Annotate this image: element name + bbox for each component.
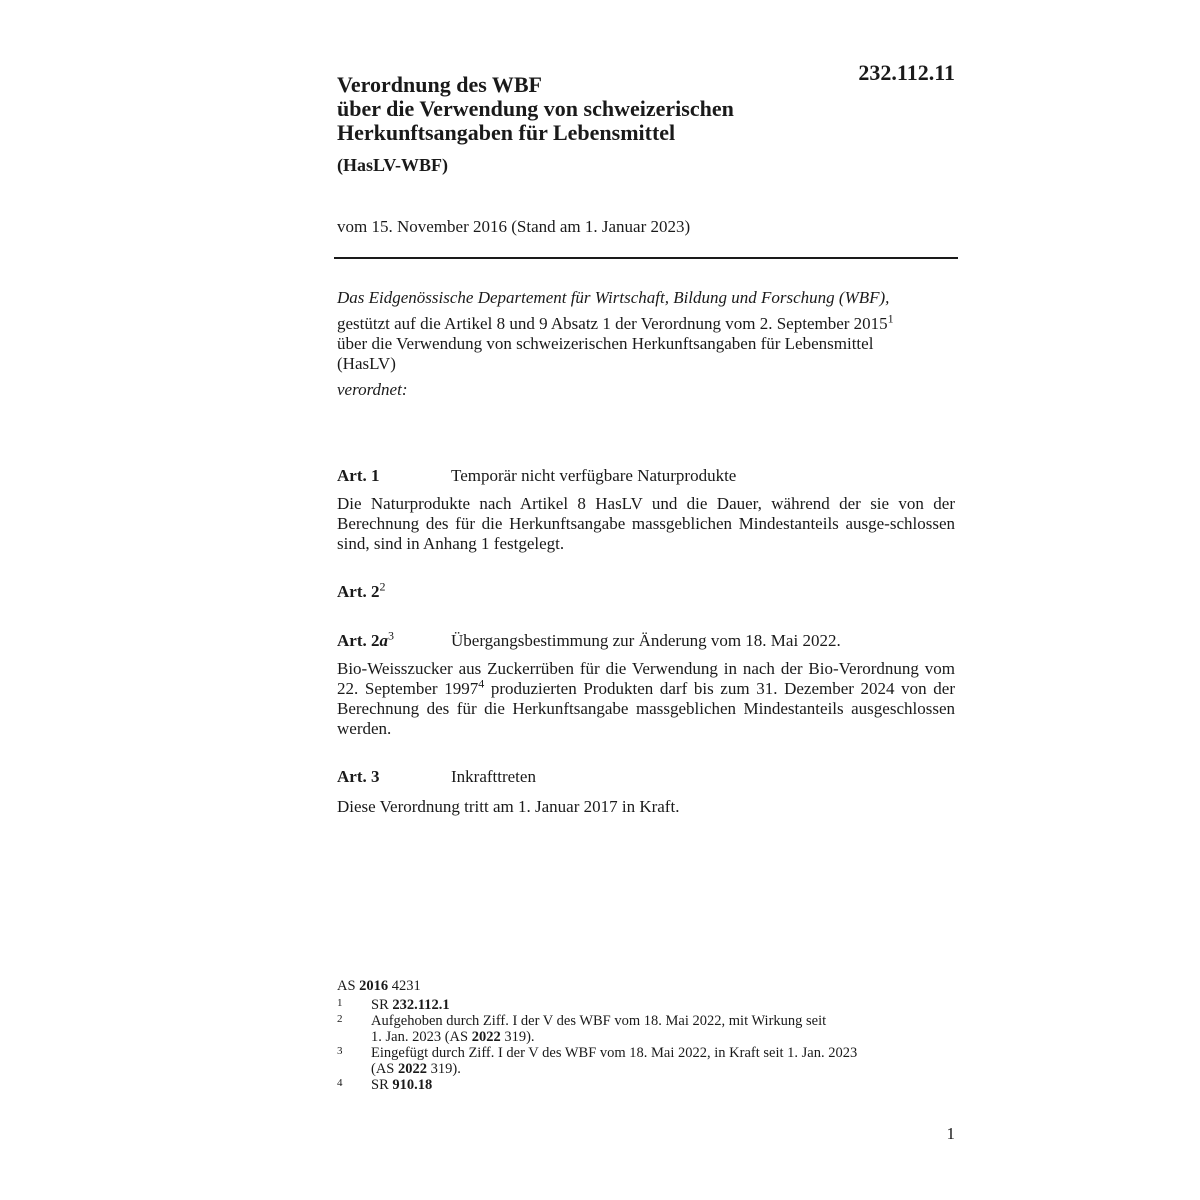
title-line-1: Verordnung des WBF: [337, 72, 542, 97]
footnote-1-number: 1: [337, 997, 343, 1009]
footnote-3-line-2-suffix: 319).: [427, 1061, 461, 1077]
footnote-2-as-year[interactable]: 2022: [471, 1029, 501, 1045]
article-1-heading: [337, 466, 955, 486]
preamble-basis-line-3: (HasLV): [337, 354, 396, 373]
article-2a-body-text-2: produzierten Produkten darf bis zum 31. Dezember 2024 von der Berechnung des für die Herkunftsangabe massgeblichen Mindestanteils ausgeschlossen werden.: [337, 679, 955, 738]
article-3-heading: [337, 767, 955, 787]
source-year: 2016: [359, 978, 389, 994]
footnote-3-line-2-prefix: (AS: [371, 1061, 398, 1077]
title-line-2: über die Verwendung von schweizerischen: [337, 96, 734, 121]
footnote-2-line-2-suffix: 319).: [500, 1029, 535, 1045]
article-2a-title: Übergangsbestimmung zur Änderung vom 18. Mai 2022.: [451, 631, 841, 650]
footnote-4-text: SR: [371, 1077, 393, 1093]
preamble-basis-text: gestützt auf die Artikel 8 und 9 Absatz 1 der Verordnung vom 2. September 2015: [337, 314, 888, 333]
footnote-1-sr-link[interactable]: 232.112.1: [392, 997, 450, 1013]
article-2-number: Art. 2: [337, 582, 380, 601]
article-2a-body-text-1: Bio-Weisszucker aus Zuckerrüben für die Verwendung in nach der Bio-Verordnung vom 22. September 1997: [337, 659, 955, 698]
source-prefix: AS: [337, 978, 360, 994]
article-3-title: Inkrafttreten: [451, 767, 536, 786]
title-line-3: Herkunftsangaben für Lebensmittel: [337, 120, 676, 145]
article-2a-heading: [337, 628, 955, 651]
footnote-3-line-1: Eingefügt durch Ziff. I der V des WBF vom 18. Mai 2022, in Kraft seit 1. Jan. 2023: [371, 1045, 858, 1061]
footnote-2-line-2-prefix: 1. Jan. 2023 (AS: [371, 1029, 472, 1045]
header-divider: [334, 257, 958, 259]
footnote-2: [337, 1013, 957, 1045]
preamble-basis: [337, 311, 955, 374]
article-2a-letter: a: [379, 631, 388, 650]
footnote-ref-4[interactable]: 4: [478, 676, 485, 691]
footnote-3-number: 3: [337, 1045, 343, 1057]
sr-number: 232.112.11: [858, 60, 955, 85]
document-date: vom 15. November 2016 (Stand am 1. Januar 2023): [337, 217, 691, 236]
footnote-2-line-1: Aufgehoben durch Ziff. I der V des WBF vom 18. Mai 2022, mit Wirkung seit: [371, 1013, 827, 1029]
article-2a-number-text: Art. 2: [337, 631, 380, 650]
footnote-ref-1[interactable]: 1: [887, 311, 894, 326]
official-compilation-source: [337, 978, 957, 994]
footnote-1-text: SR: [371, 997, 393, 1013]
article-1-body: Die Naturprodukte nach Artikel 8 HasLV und die Dauer, während der sie von der Berechnung des für die Herkunftsangabe massgeblichen Mindestanteils ausge-schlossen sind, sind in Anhang 1 festgelegt.: [337, 494, 955, 553]
preamble-basis-line-2: über die Verwendung von schweizerischen Herkunftsangaben für Lebensmittel: [337, 334, 874, 353]
article-2a-body: [337, 659, 955, 739]
document-title: [337, 73, 807, 145]
footnote-4: [337, 1077, 957, 1093]
footnote-1: [337, 997, 957, 1013]
article-3-body: Diese Verordnung tritt am 1. Januar 2017 in Kraft.: [337, 797, 680, 816]
page-number: 1: [946, 1124, 955, 1143]
article-2a-number: [337, 628, 451, 651]
footnote-3: [337, 1045, 957, 1077]
footnote-3-as-year[interactable]: 2022: [398, 1061, 427, 1077]
footnote-2-number: 2: [337, 1013, 343, 1025]
footnotes: [337, 978, 957, 1093]
preamble-issuer: Das Eidgenössische Departement für Wirtschaft, Bildung und Forschung (WBF),: [337, 288, 890, 307]
footnote-4-sr-link[interactable]: 910.18: [392, 1077, 433, 1093]
article-3-number: Art. 3: [337, 767, 380, 786]
footnote-4-number: 4: [337, 1077, 343, 1089]
preamble-decree: verordnet:: [337, 380, 408, 399]
footnote-ref-3[interactable]: 3: [387, 628, 394, 643]
article-1-title: Temporär nicht verfügbare Naturprodukte: [451, 466, 737, 485]
article-1-number: Art. 1: [337, 466, 380, 485]
document-abbreviation: (HasLV-WBF): [337, 155, 449, 175]
article-2-heading: [337, 579, 955, 602]
footnote-ref-2[interactable]: 2: [379, 579, 386, 594]
source-page: 4231: [388, 978, 421, 994]
preamble: [337, 288, 955, 400]
